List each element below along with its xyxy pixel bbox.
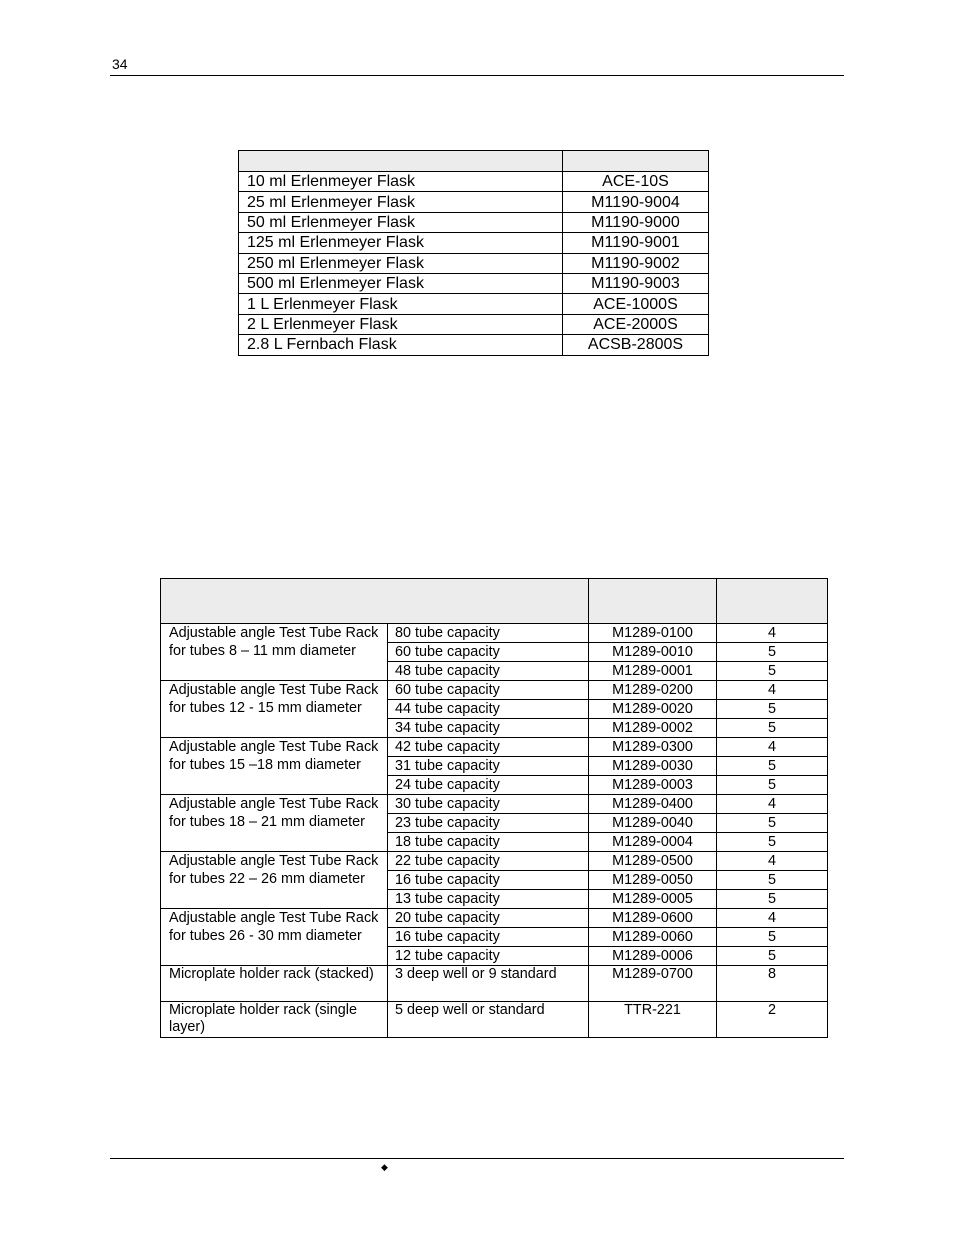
flask-name-cell: 250 ml Erlenmeyer Flask: [239, 253, 563, 273]
flask-row: [239, 192, 709, 212]
rack-header-description-cell: [161, 579, 589, 624]
flask-catalog-cell: ACE-10S: [563, 172, 709, 192]
flask-catalog-cell: M1190-9000: [563, 212, 709, 232]
rack-catalog-cell: M1289-0050: [589, 871, 717, 890]
rack-catalog-cell: M1289-0500: [589, 852, 717, 871]
rack-qty-cell: 5: [717, 833, 828, 852]
rack-description-cell: Adjustable angle Test Tube Rack for tubes 12 - 15 mm diameter: [161, 681, 388, 738]
rack-qty-cell: 4: [717, 852, 828, 871]
rack-qty-cell: 2: [717, 1002, 828, 1038]
rack-capacity-cell: 18 tube capacity: [388, 833, 589, 852]
rack-catalog-cell: M1289-0005: [589, 890, 717, 909]
rack-catalog-cell: M1289-0300: [589, 738, 717, 757]
flask-name-cell: 500 ml Erlenmeyer Flask: [239, 273, 563, 293]
rack-row: [161, 852, 828, 871]
rack-catalog-cell: M1289-0100: [589, 624, 717, 643]
rack-catalog-cell: M1289-0003: [589, 776, 717, 795]
rack-description-cell: Adjustable angle Test Tube Rack for tubes 18 – 21 mm diameter: [161, 795, 388, 852]
rack-capacity-cell: 31 tube capacity: [388, 757, 589, 776]
rack-capacity-cell: 20 tube capacity: [388, 909, 589, 928]
flask-catalog-cell: ACE-1000S: [563, 294, 709, 314]
rack-catalog-cell: M1289-0010: [589, 643, 717, 662]
flask-table: [238, 150, 709, 356]
rack-header-catalog-cell: [589, 579, 717, 624]
rack-capacity-cell: 5 deep well or standard: [388, 1002, 589, 1038]
rack-description-cell: Adjustable angle Test Tube Rack for tubes 22 – 26 mm diameter: [161, 852, 388, 909]
rack-catalog-cell: M1289-0002: [589, 719, 717, 738]
flask-row: [239, 172, 709, 192]
rack-catalog-cell: M1289-0200: [589, 681, 717, 700]
rack-row: [161, 1002, 828, 1038]
rack-qty-cell: 4: [717, 681, 828, 700]
rack-catalog-cell: M1289-0004: [589, 833, 717, 852]
rack-capacity-cell: 16 tube capacity: [388, 928, 589, 947]
rack-capacity-cell: 44 tube capacity: [388, 700, 589, 719]
rack-catalog-cell: M1289-0400: [589, 795, 717, 814]
rack-catalog-cell: M1289-0060: [589, 928, 717, 947]
rack-capacity-cell: 60 tube capacity: [388, 681, 589, 700]
rack-qty-cell: 5: [717, 814, 828, 833]
flask-name-cell: 1 L Erlenmeyer Flask: [239, 294, 563, 314]
flask-name-cell: 50 ml Erlenmeyer Flask: [239, 212, 563, 232]
flask-table-header-row: [239, 151, 709, 172]
rack-table: [160, 578, 828, 1038]
rack-catalog-cell: M1289-0600: [589, 909, 717, 928]
rack-qty-cell: 4: [717, 909, 828, 928]
rack-row: [161, 795, 828, 814]
rack-catalog-cell: M1289-0040: [589, 814, 717, 833]
rack-capacity-cell: 30 tube capacity: [388, 795, 589, 814]
rack-qty-cell: 5: [717, 757, 828, 776]
rack-catalog-cell: TTR-221: [589, 1002, 717, 1038]
rack-row: [161, 624, 828, 643]
rack-qty-cell: 5: [717, 700, 828, 719]
flask-row: [239, 212, 709, 232]
flask-header-name-cell: [239, 151, 563, 172]
rack-row: [161, 738, 828, 757]
flask-catalog-cell: M1190-9001: [563, 233, 709, 253]
rack-catalog-cell: M1289-0020: [589, 700, 717, 719]
flask-catalog-cell: ACSB-2800S: [563, 335, 709, 355]
rack-row: [161, 681, 828, 700]
rack-description-cell: Adjustable angle Test Tube Rack for tubes 8 – 11 mm diameter: [161, 624, 388, 681]
flask-catalog-cell: M1190-9002: [563, 253, 709, 273]
rack-catalog-cell: M1289-0030: [589, 757, 717, 776]
rack-capacity-cell: 12 tube capacity: [388, 947, 589, 966]
rack-capacity-cell: 24 tube capacity: [388, 776, 589, 795]
rack-qty-cell: 5: [717, 890, 828, 909]
rack-catalog-cell: M1289-0006: [589, 947, 717, 966]
rack-capacity-cell: 22 tube capacity: [388, 852, 589, 871]
rack-qty-cell: 8: [717, 966, 828, 1002]
flask-row: [239, 335, 709, 355]
rack-description-cell: Adjustable angle Test Tube Rack for tubes 26 - 30 mm diameter: [161, 909, 388, 966]
flask-row: [239, 294, 709, 314]
rack-qty-cell: 4: [717, 795, 828, 814]
rack-capacity-cell: 23 tube capacity: [388, 814, 589, 833]
rack-capacity-cell: 80 tube capacity: [388, 624, 589, 643]
flask-row: [239, 314, 709, 334]
flask-header-code-cell: [563, 151, 709, 172]
rack-catalog-cell: M1289-0001: [589, 662, 717, 681]
footer-diamond-icon: ◆: [381, 1162, 388, 1172]
footer-rule: [110, 1158, 844, 1159]
rack-table-header-row: [161, 579, 828, 624]
rack-description-cell: Adjustable angle Test Tube Rack for tubes 15 –18 mm diameter: [161, 738, 388, 795]
rack-capacity-cell: 60 tube capacity: [388, 643, 589, 662]
flask-row: [239, 233, 709, 253]
rack-qty-cell: 5: [717, 719, 828, 738]
header-rule: [110, 75, 844, 76]
rack-qty-cell: 5: [717, 776, 828, 795]
rack-header-qty-cell: [717, 579, 828, 624]
rack-capacity-cell: 16 tube capacity: [388, 871, 589, 890]
flask-catalog-cell: M1190-9004: [563, 192, 709, 212]
rack-qty-cell: 5: [717, 947, 828, 966]
rack-qty-cell: 4: [717, 624, 828, 643]
flask-name-cell: 25 ml Erlenmeyer Flask: [239, 192, 563, 212]
rack-qty-cell: 5: [717, 871, 828, 890]
rack-description-cell: Microplate holder rack (single layer): [161, 1002, 388, 1038]
flask-name-cell: 10 ml Erlenmeyer Flask: [239, 172, 563, 192]
rack-capacity-cell: 13 tube capacity: [388, 890, 589, 909]
rack-capacity-cell: 34 tube capacity: [388, 719, 589, 738]
rack-catalog-cell: M1289-0700: [589, 966, 717, 1002]
rack-row: [161, 909, 828, 928]
rack-capacity-cell: 48 tube capacity: [388, 662, 589, 681]
rack-qty-cell: 5: [717, 643, 828, 662]
rack-qty-cell: 4: [717, 738, 828, 757]
flask-name-cell: 2.8 L Fernbach Flask: [239, 335, 563, 355]
page-number: 34: [112, 56, 128, 72]
rack-qty-cell: 5: [717, 928, 828, 947]
flask-name-cell: 2 L Erlenmeyer Flask: [239, 314, 563, 334]
flask-catalog-cell: ACE-2000S: [563, 314, 709, 334]
rack-capacity-cell: 42 tube capacity: [388, 738, 589, 757]
rack-row: [161, 966, 828, 1002]
flask-row: [239, 273, 709, 293]
rack-description-cell: Microplate holder rack (stacked): [161, 966, 388, 1002]
rack-qty-cell: 5: [717, 662, 828, 681]
flask-catalog-cell: M1190-9003: [563, 273, 709, 293]
flask-row: [239, 253, 709, 273]
rack-capacity-cell: 3 deep well or 9 standard: [388, 966, 589, 1002]
flask-name-cell: 125 ml Erlenmeyer Flask: [239, 233, 563, 253]
